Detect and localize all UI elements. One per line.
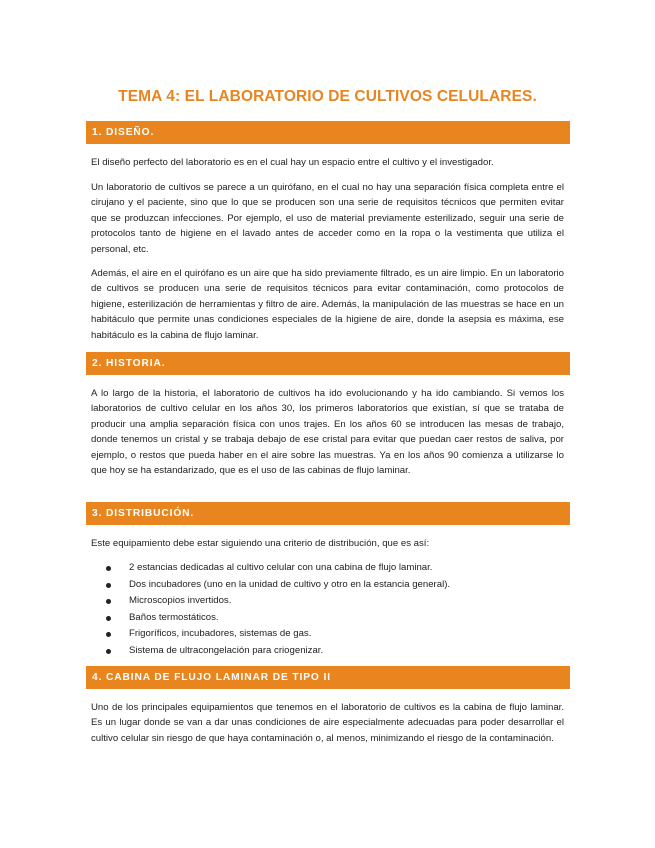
- bullet-icon: [106, 599, 111, 604]
- paragraph: Un laboratorio de cultivos se parece a un quirófano, en el cual no hay una separación física completa entre el cirujano y el paciente, sino que lo que se producen son una serie de requisitos técnicos que permiten evitar que se produzcan infecciones. Por ejemplo, el uso de material previamente esterilizado, seguir una serie de protocolos tanto de higiene en el lavado antes de acceder como en la ropa o la vestimenta que utiliza el personal, etc.: [91, 182, 564, 255]
- list-item: [91, 610, 551, 627]
- list-item: [91, 626, 551, 643]
- bullet-icon: [106, 649, 111, 654]
- bullet-list: [91, 560, 551, 660]
- section-heading-distribucion: 3. DISTRIBUCIÓN.: [86, 502, 570, 525]
- bullet-icon: [106, 583, 111, 588]
- list-item: [91, 560, 551, 577]
- document-title: TEMA 4: EL LABORATORIO DE CULTIVOS CELULARES.: [118, 88, 537, 105]
- list-item-text: Frigoríficos, incubadores, sistemas de gas.: [129, 628, 312, 640]
- bullet-icon: [106, 566, 111, 571]
- list-item-text: Baños termostáticos.: [129, 611, 219, 623]
- bullet-icon: [106, 616, 111, 621]
- list-item-text: Dos incubadores (uno en la unidad de cultivo y otro en la estancia general).: [129, 578, 451, 590]
- paragraph: A lo largo de la historia, el laboratorio de cultivos ha ido evolucionando y ha ido cambiando. Si vemos los laboratorios de cultivo celular en los años 30, los primeros laboratorios que existían, sí que se trataba de producir una amplia separación física con unos trajes. En los años 60 se introducen las mesas de trabajo, donde tenemos un cristal y se trabaja debajo de ese cristal para evitar que puedan caer restos de saliva, por ejemplo, o restos que pueda haber en el aire sobre las muestras. Ya en los años 90 comienza a utilizarse lo que hoy se ha estandarizado, que es el uso de las cabinas de flujo laminar.: [91, 388, 564, 477]
- list-item: [91, 643, 551, 660]
- section-heading-cabina: 4. CABINA DE FLUJO LAMINAR DE TIPO II: [86, 666, 570, 689]
- paragraph: Además, el aire en el quirófano es un aire que ha sido previamente filtrado, es un aire limpio. En un laboratorio de cultivos se producen una serie de requisitos técnicos para evitar contaminación, como protocolos de higiene, esterilización de herramientas y filtro de aire. Además, la manipulación de las muestras se hace en un habitáculo que permite unas condiciones especiales de la higiene de aire, donde la asepsia es máxima, ese habitáculo es la cabina de flujo laminar.: [91, 268, 564, 341]
- list-item: [91, 577, 551, 594]
- bullet-icon: [106, 632, 111, 637]
- list-item: [91, 593, 551, 610]
- paragraph: Este equipamiento debe estar siguiendo una criterio de distribución, que es así:: [91, 538, 430, 549]
- list-item-text: Microscopios invertidos.: [129, 595, 232, 607]
- paragraph: El diseño perfecto del laboratorio es en el cual hay un espacio entre el cultivo y el investigador.: [91, 157, 494, 168]
- list-item-text: 2 estancias dedicadas al cultivo celular con una cabina de flujo laminar.: [129, 562, 433, 573]
- paragraph: Uno de los principales equipamientos que tenemos en el laboratorio de cultivos es la cabina de flujo laminar. Es un lugar donde se van a dar unas condiciones de aire especialmente adecuadas para poder desarrollar el cultivo celular sin riesgo de que haya contaminación o, al menos, minimizando el riesgo de la contaminación.: [91, 702, 564, 744]
- section-heading-historia: 2. HISTORIA.: [86, 352, 570, 375]
- list-item-text: Sistema de ultracongelación para criogenizar.: [129, 644, 324, 656]
- section-heading-diseno: 1. DISEÑO.: [86, 121, 570, 144]
